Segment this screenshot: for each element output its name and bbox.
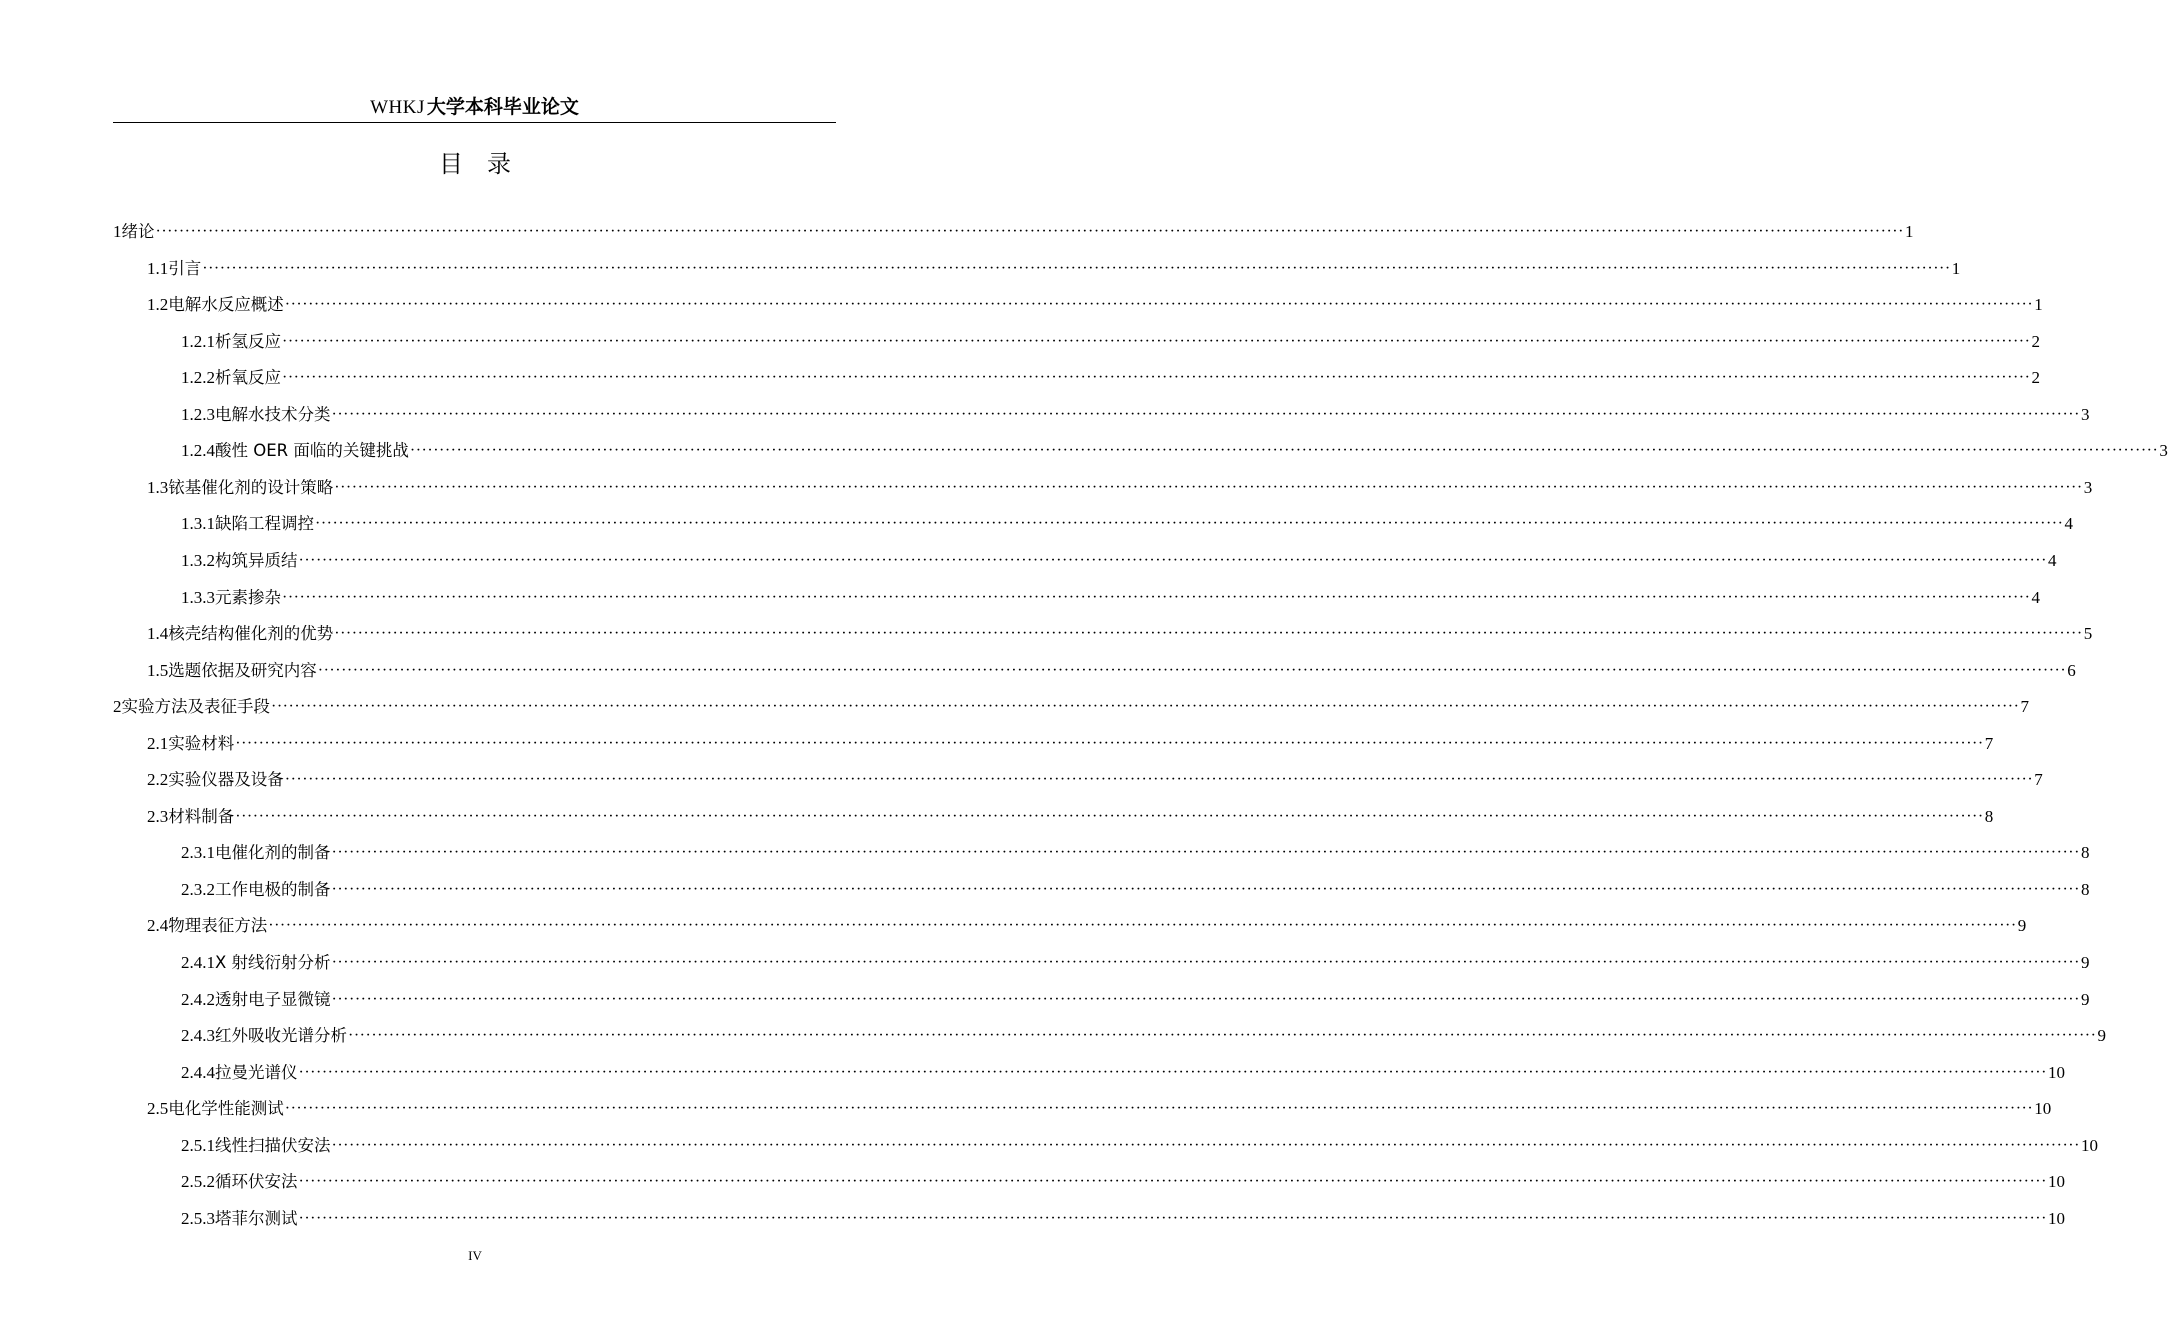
toc-entry-number: 2.1 xyxy=(147,733,169,753)
toc-entry[interactable] xyxy=(181,549,2057,573)
toc-entry-number: 2.3 xyxy=(147,806,169,826)
toc-entry[interactable] xyxy=(147,257,1961,281)
toc-entry-page: 2 xyxy=(2031,331,2040,351)
page-number-footer: IV xyxy=(468,1248,482,1263)
toc-entry[interactable] xyxy=(181,439,2168,463)
toc-entry-number: 1 xyxy=(113,222,122,241)
toc-leader-dots: ············································································································································································································································································································ xyxy=(271,698,2020,716)
toc-entry[interactable] xyxy=(113,220,1914,244)
toc-entry[interactable] xyxy=(181,330,2040,354)
toc-entry-page: 10 xyxy=(2080,1135,2098,1155)
toc-entry-title: 实验仪器及设备 xyxy=(168,770,284,790)
toc-entry[interactable] xyxy=(147,914,2027,938)
toc-entry[interactable] xyxy=(147,659,2076,683)
toc-entry-title: 缺陷工程调控 xyxy=(215,514,314,534)
toc-entry-number: 1.2.3 xyxy=(181,404,215,424)
toc-entry-page: 9 xyxy=(2081,953,2090,972)
toc-entry[interactable] xyxy=(181,951,2090,975)
toc-entry-title: 引言 xyxy=(168,258,202,278)
toc-entry-title: 塔菲尔测试 xyxy=(215,1208,298,1228)
toc-entry[interactable] xyxy=(181,878,2090,902)
toc-leader-dots: ············································································································································································································································································································ xyxy=(331,990,2080,1008)
toc-entry-number: 1.3 xyxy=(147,477,169,497)
toc-leader-dots: ············································································································································································································································································································ xyxy=(235,807,1984,825)
toc-entry[interactable] xyxy=(181,1024,2106,1048)
toc-entry-number: 1.3.3 xyxy=(181,587,215,607)
toc-entry-number: 1.2 xyxy=(147,295,169,315)
toc-leader-dots: ············································································································································································································································································································ xyxy=(268,917,2017,935)
toc-entry[interactable] xyxy=(181,988,2090,1012)
toc-leader-dots: ············································································································································································································································································································ xyxy=(334,625,2083,643)
header-right: 大学本科毕业论文 xyxy=(426,96,579,118)
toc-entry-title: 核壳结构催化剂的优势 xyxy=(168,624,334,644)
toc-entry-page: 9 xyxy=(2080,989,2090,1009)
toc-leader-dots: ············································································································································································································································································································ xyxy=(331,1136,2080,1154)
toc-leader-dots: ············································································································································································································································································································ xyxy=(334,478,2083,496)
toc-entry[interactable] xyxy=(181,586,2040,610)
toc-entry-page: 8 xyxy=(1984,806,1994,826)
toc-entry-page: 4 xyxy=(2031,587,2040,607)
toc-leader-dots: ············································································································································································································································································································ xyxy=(202,259,1951,277)
toc-entry[interactable] xyxy=(181,841,2090,865)
toc-entry-title: 铱基催化剂的设计策略 xyxy=(168,477,334,497)
toc-entry-page: 1 xyxy=(1904,222,1914,241)
toc-entry-number: 2.4.3 xyxy=(181,1026,215,1046)
toc-entry-title: 电解水技术分类 xyxy=(215,404,331,424)
toc-entry-title: 拉曼光谱仪 xyxy=(215,1062,298,1082)
toc-entry-title: 电催化剂的制备 xyxy=(215,843,331,863)
toc-entry-page: 1 xyxy=(1951,258,1961,278)
header-left: WHKJ xyxy=(370,97,425,118)
page-header xyxy=(113,92,836,123)
toc-entry-title: 绪论 xyxy=(121,222,155,241)
toc-entry-title: 元素掺杂 xyxy=(215,587,281,607)
toc-entry-number: 1.4 xyxy=(147,624,169,644)
toc-leader-dots: ············································································································································································································································································································ xyxy=(235,734,1984,752)
toc-entry-page: 3 xyxy=(2083,477,2093,497)
toc-leader-dots: ············································································································································································································································································································ xyxy=(409,442,2159,460)
toc-entry-page: 3 xyxy=(2080,404,2090,424)
toc-entry-number: 2.4 xyxy=(147,916,169,936)
toc-title: 目 录 xyxy=(439,150,511,178)
toc-entry-number: 1.2.1 xyxy=(181,331,215,351)
toc-entry-page: 7 xyxy=(2034,770,2043,790)
toc-entry-page: 5 xyxy=(2083,624,2093,644)
toc-leader-dots: ············································································································································································································································································································ xyxy=(331,954,2080,971)
toc-entry[interactable] xyxy=(147,732,1994,756)
toc-entry-title: 电解水反应概述 xyxy=(168,295,284,315)
toc-entry[interactable] xyxy=(181,366,2040,390)
toc-entry-title: 酸性 OER 面临的关键挑战 xyxy=(215,441,409,461)
toc-entry-number: 2.5.3 xyxy=(181,1208,215,1228)
toc-entry-title: 选题依据及研究内容 xyxy=(168,660,317,680)
toc-entry[interactable] xyxy=(181,403,2090,427)
toc-entry-page: 1 xyxy=(2034,295,2043,315)
toc-entry-page: 4 xyxy=(2047,550,2057,570)
toc-leader-dots: ············································································································································································································································································································ xyxy=(284,1100,2034,1118)
toc-entry-number: 1.3.1 xyxy=(181,514,215,534)
toc-entry[interactable] xyxy=(113,695,2029,719)
toc-entry-page: 10 xyxy=(2047,1208,2065,1228)
toc-entry[interactable] xyxy=(147,1097,2052,1121)
toc-entry-number: 1.3.2 xyxy=(181,550,215,570)
toc-entry-page: 7 xyxy=(2020,697,2029,717)
toc-leader-dots: ············································································································································································································································································································ xyxy=(284,771,2034,789)
toc-leader-dots: ············································································································································································································································································································ xyxy=(298,1173,2047,1191)
toc-entry-title: 析氧反应 xyxy=(215,368,281,388)
toc-entry-number: 2.5.1 xyxy=(181,1135,215,1155)
toc-entry-title: 红外吸收光谱分析 xyxy=(215,1026,347,1046)
toc-entry-number: 2.4.4 xyxy=(181,1062,215,1082)
toc-leader-dots: ············································································································································································································································································································ xyxy=(331,405,2080,423)
toc-entry-number: 1.1 xyxy=(147,258,169,278)
toc-leader-dots: ············································································································································································································································································································ xyxy=(298,1063,2047,1081)
toc-entry[interactable] xyxy=(181,1134,2098,1158)
toc-entry-number: 1.2.2 xyxy=(181,368,215,388)
toc-entry-title: X 射线衍射分析 xyxy=(215,953,331,972)
toc-entry[interactable] xyxy=(181,1170,2065,1194)
toc-leader-dots: ············································································································································································································································································································ xyxy=(282,588,2031,606)
toc-entry-page: 10 xyxy=(2047,1062,2065,1082)
toc-entry-number: 2.4.2 xyxy=(181,989,215,1009)
toc-entry-title: 透射电子显微镜 xyxy=(215,989,331,1009)
toc-entry[interactable] xyxy=(147,622,2093,646)
toc-entry-number: 2.3.2 xyxy=(181,879,215,899)
toc-entry-number: 2.2 xyxy=(147,770,169,790)
toc-entry-title: 循环伏安法 xyxy=(215,1172,298,1192)
toc-entry-page: 6 xyxy=(2067,660,2076,680)
toc-leader-dots: ············································································································································································································································································································ xyxy=(155,223,1904,240)
toc-entry-page: 7 xyxy=(1984,733,1994,753)
toc-entry[interactable] xyxy=(147,768,2043,792)
toc-entry-number: 2.5 xyxy=(147,1099,169,1119)
toc-entry-number: 2.3.1 xyxy=(181,843,215,863)
toc-leader-dots: ············································································································································································································································································································ xyxy=(298,551,2047,569)
toc-leader-dots: ············································································································································································································································································································ xyxy=(331,880,2080,898)
toc-leader-dots: ············································································································································································································································································································ xyxy=(317,661,2067,679)
toc-entry-title: 电化学性能测试 xyxy=(168,1099,284,1119)
toc-entry-title: 构筑异质结 xyxy=(215,550,298,570)
toc-entry-page: 9 xyxy=(2097,1026,2106,1046)
toc-entry[interactable] xyxy=(147,476,2093,500)
toc-entry-page: 8 xyxy=(2080,843,2090,863)
toc-entry-page: 10 xyxy=(2034,1099,2052,1119)
toc-entry-number: 2 xyxy=(113,697,122,717)
toc-leader-dots: ············································································································································································································································································································ xyxy=(284,296,2034,314)
toc-entry[interactable] xyxy=(147,805,1994,829)
toc-entry[interactable] xyxy=(147,293,2043,317)
toc-entry-title: 实验方法及表征手段 xyxy=(121,697,270,717)
toc-entry-number: 2.4.1 xyxy=(181,953,215,972)
toc-entry-title: 线性扫描伏安法 xyxy=(215,1135,331,1155)
toc-entry[interactable] xyxy=(181,512,2073,536)
toc-entry-number: 2.5.2 xyxy=(181,1172,215,1192)
toc-entry-number: 1.2.4 xyxy=(181,441,215,461)
toc-leader-dots: ············································································································································································································································································································ xyxy=(315,515,2064,533)
toc-entry-page: 10 xyxy=(2047,1172,2065,1192)
toc-entry-number: 1.5 xyxy=(147,660,169,680)
toc-leader-dots: ············································································································································································································································································································ xyxy=(348,1027,2097,1045)
toc-entry-page: 4 xyxy=(2064,514,2073,534)
toc-entry-page: 3 xyxy=(2159,441,2168,461)
toc-entry[interactable] xyxy=(181,1207,2065,1231)
toc-leader-dots: ············································································································································································································································································································ xyxy=(331,844,2080,862)
toc-leader-dots: ············································································································································································································································································································ xyxy=(282,369,2031,387)
toc-leader-dots: ············································································································································································································································································································ xyxy=(298,1209,2047,1227)
toc-entry-page: 8 xyxy=(2080,879,2090,899)
toc-entry[interactable] xyxy=(181,1061,2065,1085)
toc-entry-title: 物理表征方法 xyxy=(168,916,268,936)
toc-entry-title: 材料制备 xyxy=(168,806,235,826)
toc-entry-title: 工作电极的制备 xyxy=(215,879,331,899)
toc-entry-page: 2 xyxy=(2031,368,2040,388)
toc-entry-title: 析氢反应 xyxy=(215,331,281,351)
toc-leader-dots: ············································································································································································································································································································ xyxy=(282,332,2031,350)
toc-entry-title: 实验材料 xyxy=(168,733,235,753)
toc-entry-page: 9 xyxy=(2017,916,2027,936)
